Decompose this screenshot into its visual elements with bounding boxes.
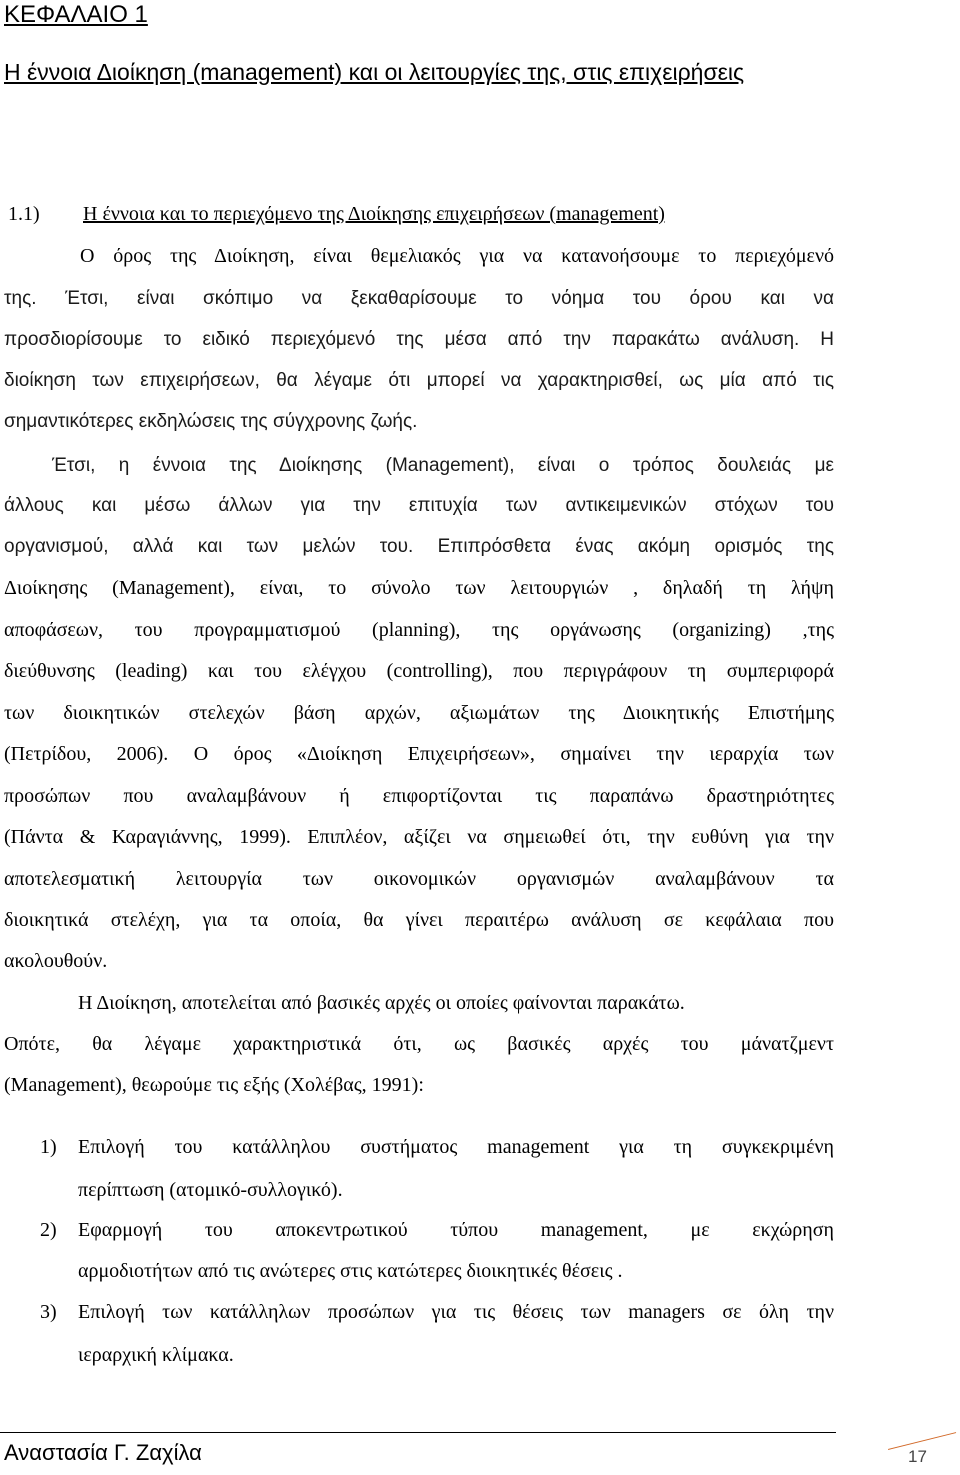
body-line: οργανισμού, αλλά και των μελών του. Επιπρόσθετα ένας ακόμη ορισμός της [4, 536, 834, 557]
list-item: Επιλογή του κατάλληλου συστήματος management για τη συγκεκριμένη [78, 1136, 834, 1158]
body-line: διεύθυνσης (leading) και του ελέγχου (controlling), που περιγράφουν τη συμπεριφορά [4, 660, 834, 682]
body-line: αποφάσεων, του προγραμματισμού (planning), της οργάνωσης (organizing) ,της [4, 619, 834, 641]
list-item-number: 2) [40, 1219, 57, 1241]
body-line: Οπότε, θα λέγαμε χαρακτηριστικά ότι, ως βασικές αρχές του μάνατζμεντ [4, 1033, 834, 1055]
list-item: Επιλογή των κατάλληλων προσώπων για τις θέσεις των managers σε όλη την [78, 1301, 834, 1323]
section-number: 1.1) [8, 203, 40, 225]
section-heading [8, 199, 665, 229]
body-line: διοικητικά στελέχη, για τα οποία, θα γίνει περαιτέρω ανάλυση σε κεφάλαια που [4, 909, 834, 931]
list-item-number: 3) [40, 1301, 57, 1323]
page-number: 17 [908, 1447, 927, 1466]
section-title: Η έννοια και το περιεχόμενο της Διοίκησης επιχειρήσεων (management) [83, 203, 665, 225]
body-line: της. Έτσι, είναι σκόπιμο να ξεκαθαρίσουμε το νόημα του όρου και να [4, 288, 834, 309]
page-number-box [888, 1433, 948, 1471]
body-line: προσώπων που αναλαμβάνουν ή επιφορτίζονται τις παραπάνω δραστηριότητες [4, 785, 834, 807]
body-line: των διοικητικών στελεχών βάση αρχών, αξιωμάτων της Διοικητικής Επιστήμης [4, 702, 834, 724]
list-item-number: 1) [40, 1136, 57, 1158]
document-title: Η έννοια Διοίκηση (management) και οι λειτουργίες της, στις επιχειρήσεις [4, 59, 745, 85]
body-line: σημαντικότερες εκδηλώσεις της σύγχρονης ζωής. [4, 411, 418, 432]
body-line: Διοίκησης (Management), είναι, το σύνολο των λειτουργιών , δηλαδή τη λήψη [4, 577, 834, 599]
body-line: (Πάντα & Καραγιάννης, 1999). Επιπλέον, αξίζει να σημειωθεί ότι, την ευθύνη για την [4, 826, 834, 848]
body-line: ακολουθούν. [4, 950, 108, 972]
footer-divider [0, 1432, 836, 1433]
list-item: Εφαρμογή του αποκεντρωτικού τύπου management, με εκχώρηση [78, 1219, 834, 1241]
body-line: άλλους και μέσω άλλων για την επιτυχία των αντικειμενικών στόχων του [4, 495, 834, 516]
body-line: Έτσι, η έννοια της Διοίκησης (Management), είναι ο τρόπος δουλειάς με [52, 455, 834, 476]
body-line: διοίκηση των επιχειρήσεων, θα λέγαμε ότι μπορεί να χαρακτηρισθεί, ως μία από τις [4, 370, 834, 391]
body-line: (Management), θεωρούμε τις εξής (Χολέβας, 1991): [4, 1074, 424, 1096]
body-line: προσδιορίσουμε το ειδικό περιεχόμενό της μέσα από την παρακάτω ανάλυση. Η [4, 329, 834, 350]
body-line: αποτελεσματική λειτουργία των οικονομικών οργανισμών αναλαμβάνουν τα [4, 868, 834, 890]
footer-author: Αναστασία Γ. Ζαχίλα [4, 1440, 202, 1465]
list-item: περίπτωση (ατομικό-συλλογικό). [78, 1179, 343, 1201]
list-item: αρμοδιοτήτων από τις ανώτερες στις κατώτερες διοικητικές θέσεις . [78, 1260, 623, 1282]
body-line: (Πετρίδου, 2006). Ο όρος «Διοίκηση Επιχειρήσεων», σημαίνει την ιεραρχία των [4, 743, 834, 765]
list-item: ιεραρχική κλίμακα. [78, 1344, 234, 1366]
body-line: Ο όρος της Διοίκηση, είναι θεμελιακός για να κατανοήσουμε το περιεχόμενό [80, 245, 834, 267]
body-line: Η Διοίκηση, αποτελείται από βασικές αρχές οι οποίες φαίνονται παρακάτω. [78, 992, 685, 1014]
chapter-heading: ΚΕΦΑΛΑΙΟ 1 [4, 1, 148, 28]
